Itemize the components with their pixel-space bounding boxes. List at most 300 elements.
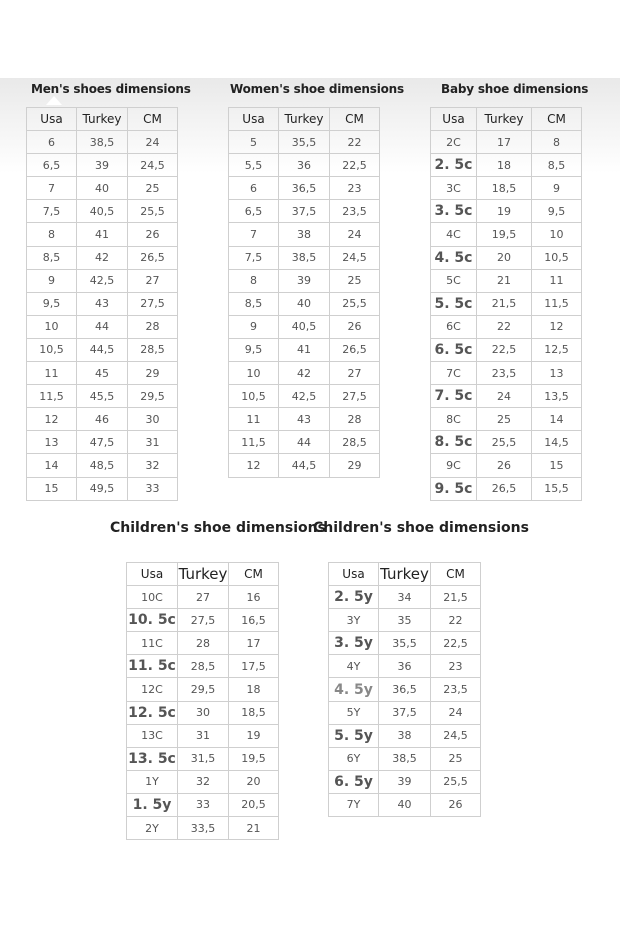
women-title: Women's shoe dimensions bbox=[230, 82, 404, 96]
cell-cm: 28,5 bbox=[330, 431, 380, 454]
col-usa-header: Usa bbox=[431, 108, 477, 131]
cell-cm: 15,5 bbox=[532, 477, 582, 500]
cell-cm: 24 bbox=[330, 223, 380, 246]
cell-turkey: 28,5 bbox=[178, 655, 229, 678]
cell-cm: 26 bbox=[330, 315, 380, 338]
cell-usa: 7C bbox=[431, 362, 477, 385]
col-cm-header: CM bbox=[431, 563, 481, 586]
header-row bbox=[229, 108, 380, 131]
cell-turkey: 49,5 bbox=[77, 477, 128, 500]
cell-turkey: 38 bbox=[379, 724, 431, 747]
table-row bbox=[229, 200, 380, 223]
cell-turkey: 25,5 bbox=[477, 431, 532, 454]
col-turkey-header: Turkey bbox=[279, 108, 330, 131]
cell-turkey: 35,5 bbox=[379, 632, 431, 655]
cell-cm: 14 bbox=[532, 408, 582, 431]
col-usa-header: Usa bbox=[229, 108, 279, 131]
cell-usa: 3. 5y bbox=[329, 632, 379, 655]
cell-cm: 26 bbox=[431, 793, 481, 816]
cell-turkey: 37,5 bbox=[279, 200, 330, 223]
cell-usa: 15 bbox=[27, 477, 77, 500]
cell-turkey: 41 bbox=[279, 338, 330, 361]
cell-usa: 11. 5c bbox=[127, 655, 178, 678]
cell-cm: 21,5 bbox=[431, 586, 481, 609]
table-row bbox=[27, 385, 178, 408]
cell-cm: 31 bbox=[128, 431, 178, 454]
table-row bbox=[431, 200, 582, 223]
cell-cm: 20 bbox=[229, 770, 279, 793]
cell-turkey: 19,5 bbox=[477, 223, 532, 246]
cell-cm: 11,5 bbox=[532, 292, 582, 315]
cell-cm: 28,5 bbox=[128, 338, 178, 361]
cell-turkey: 22 bbox=[477, 315, 532, 338]
table-row bbox=[27, 408, 178, 431]
table-row bbox=[27, 454, 178, 477]
cell-usa: 3. 5c bbox=[431, 200, 477, 223]
cell-turkey: 42,5 bbox=[77, 269, 128, 292]
cell-turkey: 35 bbox=[379, 609, 431, 632]
cell-turkey: 44,5 bbox=[77, 338, 128, 361]
cell-cm: 28 bbox=[330, 408, 380, 431]
table-row bbox=[127, 678, 279, 701]
cell-cm: 24,5 bbox=[431, 724, 481, 747]
table-row bbox=[27, 338, 178, 361]
cell-turkey: 36,5 bbox=[379, 678, 431, 701]
cell-turkey: 43 bbox=[77, 292, 128, 315]
cell-cm: 22,5 bbox=[330, 154, 380, 177]
cell-usa: 5Y bbox=[329, 701, 379, 724]
cell-cm: 24 bbox=[128, 131, 178, 154]
baby-size-table bbox=[430, 107, 582, 501]
table-row bbox=[229, 315, 380, 338]
table-row bbox=[229, 154, 380, 177]
cell-cm: 25,5 bbox=[330, 292, 380, 315]
table-row bbox=[27, 246, 178, 269]
table-row bbox=[27, 223, 178, 246]
col-turkey-header: Turkey bbox=[477, 108, 532, 131]
cell-turkey: 38,5 bbox=[77, 131, 128, 154]
table-row bbox=[127, 817, 279, 840]
cell-turkey: 26 bbox=[477, 454, 532, 477]
cell-usa: 5C bbox=[431, 269, 477, 292]
table-row bbox=[329, 770, 481, 793]
cell-turkey: 39 bbox=[279, 269, 330, 292]
cell-usa: 7. 5c bbox=[431, 385, 477, 408]
cell-usa: 9. 5c bbox=[431, 477, 477, 500]
cell-usa: 1Y bbox=[127, 770, 178, 793]
header-row bbox=[431, 108, 582, 131]
table-row bbox=[431, 362, 582, 385]
table-row bbox=[431, 477, 582, 500]
cell-turkey: 18,5 bbox=[477, 177, 532, 200]
cell-turkey: 47,5 bbox=[77, 431, 128, 454]
cell-cm: 8 bbox=[532, 131, 582, 154]
cell-cm: 29,5 bbox=[128, 385, 178, 408]
table-row bbox=[431, 315, 582, 338]
table-row bbox=[431, 408, 582, 431]
cell-usa: 5. 5y bbox=[329, 724, 379, 747]
table-row bbox=[27, 292, 178, 315]
cell-turkey: 43 bbox=[279, 408, 330, 431]
children-title-1: Children's shoe dimensions bbox=[110, 520, 326, 536]
cell-turkey: 35,5 bbox=[279, 131, 330, 154]
cell-cm: 26 bbox=[128, 223, 178, 246]
table-row bbox=[27, 154, 178, 177]
cell-cm: 25 bbox=[128, 177, 178, 200]
cell-usa: 2Y bbox=[127, 817, 178, 840]
cell-turkey: 33,5 bbox=[178, 817, 229, 840]
cell-turkey: 44 bbox=[279, 431, 330, 454]
table-row bbox=[27, 200, 178, 223]
cell-cm: 23 bbox=[431, 655, 481, 678]
cell-turkey: 40,5 bbox=[279, 315, 330, 338]
cell-cm: 24 bbox=[431, 701, 481, 724]
cell-cm: 19 bbox=[229, 724, 279, 747]
cell-cm: 16 bbox=[229, 586, 279, 609]
cell-turkey: 31 bbox=[178, 724, 229, 747]
cell-usa: 12. 5c bbox=[127, 701, 178, 724]
cell-turkey: 48,5 bbox=[77, 454, 128, 477]
table-row bbox=[229, 338, 380, 361]
cell-usa: 9 bbox=[229, 315, 279, 338]
cell-turkey: 32 bbox=[178, 770, 229, 793]
cell-cm: 19,5 bbox=[229, 747, 279, 770]
cell-usa: 2C bbox=[431, 131, 477, 154]
cell-cm: 25 bbox=[431, 747, 481, 770]
table-row bbox=[229, 246, 380, 269]
table-row bbox=[431, 385, 582, 408]
table-row bbox=[329, 632, 481, 655]
col-usa-header: Usa bbox=[27, 108, 77, 131]
cell-usa: 8,5 bbox=[27, 246, 77, 269]
table-row bbox=[329, 793, 481, 816]
table-row bbox=[127, 632, 279, 655]
cell-turkey: 40 bbox=[379, 793, 431, 816]
cell-usa: 8,5 bbox=[229, 292, 279, 315]
cell-cm: 20,5 bbox=[229, 793, 279, 816]
cell-usa: 4C bbox=[431, 223, 477, 246]
cell-turkey: 22,5 bbox=[477, 338, 532, 361]
cell-usa: 5,5 bbox=[229, 154, 279, 177]
cell-turkey: 20 bbox=[477, 246, 532, 269]
table-row bbox=[431, 177, 582, 200]
col-turkey-header: Turkey bbox=[379, 563, 431, 586]
cell-cm: 22 bbox=[431, 609, 481, 632]
col-usa-header: Usa bbox=[329, 563, 379, 586]
cell-usa: 10C bbox=[127, 586, 178, 609]
cell-usa: 6. 5c bbox=[431, 338, 477, 361]
table-row bbox=[329, 747, 481, 770]
cell-usa: 12 bbox=[229, 454, 279, 477]
table-row bbox=[27, 477, 178, 500]
cell-turkey: 40 bbox=[77, 177, 128, 200]
cell-usa: 6,5 bbox=[229, 200, 279, 223]
cell-cm: 16,5 bbox=[229, 609, 279, 632]
cell-cm: 15 bbox=[532, 454, 582, 477]
table-row bbox=[229, 362, 380, 385]
cell-usa: 7,5 bbox=[229, 246, 279, 269]
cell-usa: 10,5 bbox=[27, 338, 77, 361]
cell-turkey: 23,5 bbox=[477, 362, 532, 385]
cell-turkey: 21 bbox=[477, 269, 532, 292]
women-size-table bbox=[228, 107, 380, 478]
col-turkey-header: Turkey bbox=[178, 563, 229, 586]
table-row bbox=[431, 338, 582, 361]
cell-turkey: 39 bbox=[379, 770, 431, 793]
cell-turkey: 27 bbox=[178, 586, 229, 609]
header-row bbox=[27, 108, 178, 131]
cell-usa: 5. 5c bbox=[431, 292, 477, 315]
cell-usa: 8 bbox=[229, 269, 279, 292]
cell-cm: 29 bbox=[128, 362, 178, 385]
table-row bbox=[431, 292, 582, 315]
cell-usa: 6 bbox=[27, 131, 77, 154]
col-usa-header: Usa bbox=[127, 563, 178, 586]
cell-cm: 13,5 bbox=[532, 385, 582, 408]
cell-cm: 25,5 bbox=[431, 770, 481, 793]
table-row bbox=[229, 223, 380, 246]
cell-cm: 32 bbox=[128, 454, 178, 477]
cell-turkey: 38 bbox=[279, 223, 330, 246]
table-row bbox=[329, 655, 481, 678]
cell-turkey: 33 bbox=[178, 793, 229, 816]
cell-cm: 10,5 bbox=[532, 246, 582, 269]
cell-turkey: 34 bbox=[379, 586, 431, 609]
table-row bbox=[329, 609, 481, 632]
cell-cm: 25 bbox=[330, 269, 380, 292]
cell-cm: 22,5 bbox=[431, 632, 481, 655]
cell-cm: 23 bbox=[330, 177, 380, 200]
cell-cm: 24,5 bbox=[128, 154, 178, 177]
cell-usa: 2. 5y bbox=[329, 586, 379, 609]
cell-usa: 9 bbox=[27, 269, 77, 292]
table-row bbox=[127, 655, 279, 678]
table-row bbox=[127, 586, 279, 609]
table-row bbox=[229, 131, 380, 154]
cell-turkey: 41 bbox=[77, 223, 128, 246]
table-row bbox=[229, 177, 380, 200]
cell-turkey: 19 bbox=[477, 200, 532, 223]
cell-turkey: 17 bbox=[477, 131, 532, 154]
cell-cm: 27 bbox=[128, 269, 178, 292]
table-row bbox=[229, 269, 380, 292]
cell-cm: 12,5 bbox=[532, 338, 582, 361]
header-row bbox=[329, 563, 481, 586]
cell-turkey: 24 bbox=[477, 385, 532, 408]
cell-turkey: 46 bbox=[77, 408, 128, 431]
cell-usa: 1. 5y bbox=[127, 793, 178, 816]
cell-usa: 7 bbox=[27, 177, 77, 200]
cell-turkey: 38,5 bbox=[279, 246, 330, 269]
cell-cm: 12 bbox=[532, 315, 582, 338]
cell-cm: 30 bbox=[128, 408, 178, 431]
cell-usa: 8. 5c bbox=[431, 431, 477, 454]
cell-turkey: 44,5 bbox=[279, 454, 330, 477]
col-turkey-header: Turkey bbox=[77, 108, 128, 131]
cell-turkey: 36,5 bbox=[279, 177, 330, 200]
table-row bbox=[127, 770, 279, 793]
cell-turkey: 42 bbox=[279, 362, 330, 385]
table-row bbox=[27, 315, 178, 338]
cell-turkey: 25 bbox=[477, 408, 532, 431]
cell-usa: 10. 5c bbox=[127, 609, 178, 632]
table-row bbox=[431, 154, 582, 177]
col-cm-header: CM bbox=[532, 108, 582, 131]
cell-usa: 10 bbox=[27, 315, 77, 338]
cell-usa: 11C bbox=[127, 632, 178, 655]
table-row bbox=[431, 269, 582, 292]
cell-cm: 11 bbox=[532, 269, 582, 292]
cell-usa: 7,5 bbox=[27, 200, 77, 223]
table-row bbox=[431, 223, 582, 246]
baby-title: Baby shoe dimensions bbox=[441, 82, 589, 96]
cell-cm: 24,5 bbox=[330, 246, 380, 269]
men-size-table bbox=[26, 107, 178, 501]
children-title-2: Children's shoe dimensions bbox=[313, 520, 529, 536]
cell-usa: 10 bbox=[229, 362, 279, 385]
table-row bbox=[229, 431, 380, 454]
header-row bbox=[127, 563, 279, 586]
cell-usa: 6C bbox=[431, 315, 477, 338]
table-row bbox=[431, 454, 582, 477]
col-cm-header: CM bbox=[330, 108, 380, 131]
cell-cm: 33 bbox=[128, 477, 178, 500]
cell-turkey: 38,5 bbox=[379, 747, 431, 770]
cell-usa: 11 bbox=[27, 362, 77, 385]
cell-cm: 21 bbox=[229, 817, 279, 840]
cell-usa: 12 bbox=[27, 408, 77, 431]
cell-usa: 6 bbox=[229, 177, 279, 200]
table-row bbox=[127, 609, 279, 632]
table-row bbox=[329, 586, 481, 609]
table-row bbox=[127, 793, 279, 816]
cell-usa: 13C bbox=[127, 724, 178, 747]
cell-cm: 27,5 bbox=[128, 292, 178, 315]
table-row bbox=[229, 385, 380, 408]
caret-icon bbox=[46, 96, 62, 105]
cell-usa: 9,5 bbox=[229, 338, 279, 361]
cell-turkey: 28 bbox=[178, 632, 229, 655]
table-row bbox=[329, 724, 481, 747]
table-row bbox=[329, 678, 481, 701]
cell-cm: 27,5 bbox=[330, 385, 380, 408]
cell-usa: 8 bbox=[27, 223, 77, 246]
cell-cm: 17,5 bbox=[229, 655, 279, 678]
table-row bbox=[27, 177, 178, 200]
table-row bbox=[329, 701, 481, 724]
cell-turkey: 44 bbox=[77, 315, 128, 338]
cell-cm: 23,5 bbox=[431, 678, 481, 701]
cell-cm: 28 bbox=[128, 315, 178, 338]
table-row bbox=[127, 724, 279, 747]
cell-usa: 11,5 bbox=[229, 431, 279, 454]
children-size-table-1 bbox=[126, 562, 279, 840]
cell-turkey: 40 bbox=[279, 292, 330, 315]
table-row bbox=[431, 431, 582, 454]
cell-cm: 8,5 bbox=[532, 154, 582, 177]
cell-usa: 6,5 bbox=[27, 154, 77, 177]
cell-usa: 8C bbox=[431, 408, 477, 431]
cell-cm: 9 bbox=[532, 177, 582, 200]
cell-usa: 12C bbox=[127, 678, 178, 701]
cell-cm: 10 bbox=[532, 223, 582, 246]
cell-turkey: 36 bbox=[379, 655, 431, 678]
cell-turkey: 30 bbox=[178, 701, 229, 724]
cell-usa: 9,5 bbox=[27, 292, 77, 315]
cell-usa: 3Y bbox=[329, 609, 379, 632]
table-row bbox=[229, 292, 380, 315]
cell-cm: 18 bbox=[229, 678, 279, 701]
cell-turkey: 21,5 bbox=[477, 292, 532, 315]
table-row bbox=[431, 246, 582, 269]
cell-usa: 13. 5c bbox=[127, 747, 178, 770]
cell-cm: 26,5 bbox=[330, 338, 380, 361]
table-row bbox=[431, 131, 582, 154]
table-row bbox=[27, 362, 178, 385]
table-row bbox=[27, 131, 178, 154]
cell-cm: 25,5 bbox=[128, 200, 178, 223]
cell-usa: 9C bbox=[431, 454, 477, 477]
table-row bbox=[27, 269, 178, 292]
table-row bbox=[229, 408, 380, 431]
col-cm-header: CM bbox=[128, 108, 178, 131]
cell-cm: 13 bbox=[532, 362, 582, 385]
cell-turkey: 37,5 bbox=[379, 701, 431, 724]
cell-turkey: 40,5 bbox=[77, 200, 128, 223]
cell-turkey: 31,5 bbox=[178, 747, 229, 770]
cell-cm: 26,5 bbox=[128, 246, 178, 269]
cell-cm: 14,5 bbox=[532, 431, 582, 454]
cell-usa: 7Y bbox=[329, 793, 379, 816]
cell-usa: 4. 5y bbox=[329, 678, 379, 701]
cell-usa: 3C bbox=[431, 177, 477, 200]
cell-turkey: 27,5 bbox=[178, 609, 229, 632]
cell-usa: 13 bbox=[27, 431, 77, 454]
men-title: Men's shoes dimensions bbox=[31, 82, 191, 96]
cell-usa: 14 bbox=[27, 454, 77, 477]
cell-turkey: 45 bbox=[77, 362, 128, 385]
cell-turkey: 36 bbox=[279, 154, 330, 177]
cell-usa: 4. 5c bbox=[431, 246, 477, 269]
col-cm-header: CM bbox=[229, 563, 279, 586]
cell-cm: 27 bbox=[330, 362, 380, 385]
table-row bbox=[127, 701, 279, 724]
cell-usa: 6Y bbox=[329, 747, 379, 770]
cell-usa: 5 bbox=[229, 131, 279, 154]
cell-turkey: 26,5 bbox=[477, 477, 532, 500]
cell-cm: 9,5 bbox=[532, 200, 582, 223]
cell-cm: 29 bbox=[330, 454, 380, 477]
children-size-table-2 bbox=[328, 562, 481, 817]
cell-turkey: 45,5 bbox=[77, 385, 128, 408]
cell-turkey: 42 bbox=[77, 246, 128, 269]
cell-cm: 17 bbox=[229, 632, 279, 655]
cell-cm: 23,5 bbox=[330, 200, 380, 223]
cell-usa: 2. 5c bbox=[431, 154, 477, 177]
cell-usa: 11 bbox=[229, 408, 279, 431]
cell-usa: 11,5 bbox=[27, 385, 77, 408]
table-row bbox=[229, 454, 380, 477]
cell-cm: 18,5 bbox=[229, 701, 279, 724]
table-row bbox=[27, 431, 178, 454]
cell-turkey: 29,5 bbox=[178, 678, 229, 701]
cell-usa: 4Y bbox=[329, 655, 379, 678]
cell-turkey: 42,5 bbox=[279, 385, 330, 408]
cell-usa: 7 bbox=[229, 223, 279, 246]
table-row bbox=[127, 747, 279, 770]
cell-turkey: 39 bbox=[77, 154, 128, 177]
cell-usa: 6. 5y bbox=[329, 770, 379, 793]
